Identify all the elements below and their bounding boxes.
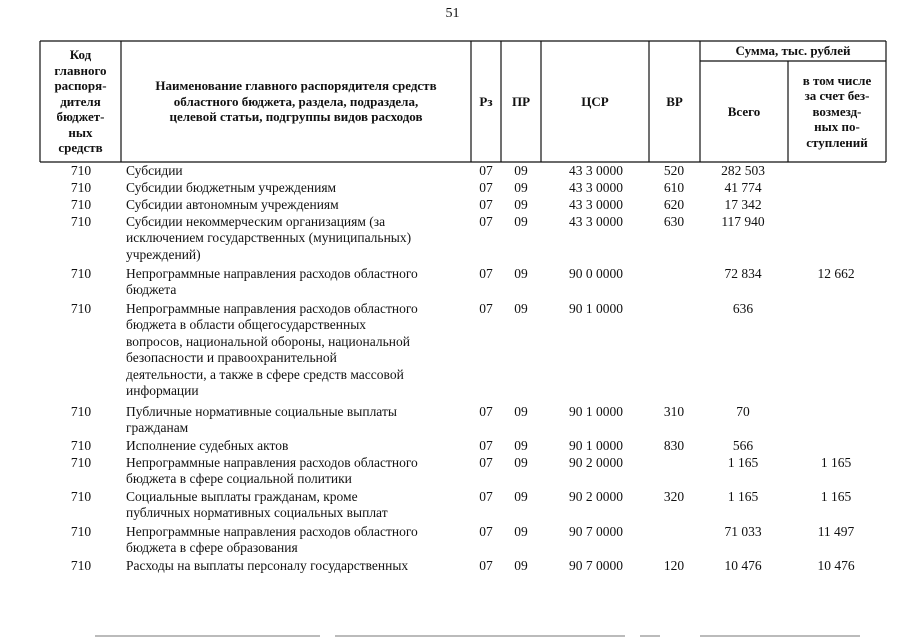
row-pr: 09 xyxy=(514,180,528,195)
row-free-receipts: 1 165 xyxy=(820,455,852,470)
row-total: 1 165 xyxy=(727,489,759,504)
row-rz: 07 xyxy=(479,438,493,453)
row-vr: 610 xyxy=(663,180,685,195)
row-vr: 620 xyxy=(663,197,685,212)
row-free-receipts: 12 662 xyxy=(817,266,855,281)
row-code: 710 xyxy=(70,214,92,229)
row-pr: 09 xyxy=(514,558,528,573)
row-csr: 43 3 0000 xyxy=(569,180,623,195)
row-name: Социальные выплаты гражданам, кроме публичных нормативных социальных выплат xyxy=(126,489,388,521)
row-pr: 09 xyxy=(514,489,528,504)
row-name: Непрограммные направления расходов областного бюджета в сфере образования xyxy=(126,524,418,556)
row-vr: 830 xyxy=(663,438,685,453)
row-pr: 09 xyxy=(514,197,528,212)
header-name: Наименование главного распорядителя средств областного бюджета, раздела, подраздела, целевой статьи, подгруппы видов расходов xyxy=(155,78,437,125)
row-total: 71 033 xyxy=(724,524,762,539)
row-csr: 90 0 0000 xyxy=(569,266,623,281)
row-rz: 07 xyxy=(479,524,493,539)
row-csr: 90 7 0000 xyxy=(569,558,623,573)
row-vr: 310 xyxy=(663,404,685,419)
row-csr: 90 1 0000 xyxy=(569,438,623,453)
row-code: 710 xyxy=(70,301,92,316)
row-name: Расходы на выплаты персоналу государственных xyxy=(126,558,409,573)
page-number: 51 xyxy=(445,6,460,21)
row-pr: 09 xyxy=(514,438,528,453)
row-name: Непрограммные направления расходов областного бюджета в сфере социальной политики xyxy=(126,455,418,487)
row-total: 117 940 xyxy=(721,214,765,229)
row-free-receipts: 10 476 xyxy=(817,558,855,573)
row-total: 70 xyxy=(736,404,750,419)
row-rz: 07 xyxy=(479,214,493,229)
row-name: Субсидии бюджетным учреждениям xyxy=(126,180,337,195)
row-total: 72 834 xyxy=(724,266,762,281)
row-code: 710 xyxy=(70,180,92,195)
header-sum-group: Сумма, тыс. рублей xyxy=(735,43,851,59)
row-total: 1 165 xyxy=(727,455,759,470)
row-csr: 43 3 0000 xyxy=(569,197,623,212)
row-code: 710 xyxy=(70,197,92,212)
scan-artifact-lines xyxy=(0,620,905,640)
row-csr: 43 3 0000 xyxy=(569,214,623,229)
row-total: 566 xyxy=(732,438,754,453)
row-pr: 09 xyxy=(514,163,528,178)
row-name: Исполнение судебных актов xyxy=(126,438,289,453)
header-free-receipts: в том числе за счет без- возмезд- ных по- ступлений xyxy=(802,72,872,150)
row-total: 282 503 xyxy=(721,163,765,178)
row-vr: 520 xyxy=(663,163,685,178)
row-pr: 09 xyxy=(514,266,528,281)
row-total: 41 774 xyxy=(724,180,762,195)
row-name: Субсидии автономным учреждениям xyxy=(126,197,339,212)
row-code: 710 xyxy=(70,489,92,504)
header-vr: ВР xyxy=(666,93,683,109)
row-code: 710 xyxy=(70,438,92,453)
row-total: 17 342 xyxy=(724,197,762,212)
row-code: 710 xyxy=(70,455,92,470)
row-free-receipts: 1 165 xyxy=(820,489,852,504)
row-vr: 320 xyxy=(663,489,685,504)
row-csr: 90 2 0000 xyxy=(569,455,623,470)
row-csr: 90 7 0000 xyxy=(569,524,623,539)
row-rz: 07 xyxy=(479,197,493,212)
row-pr: 09 xyxy=(514,404,528,419)
header-pr: ПР xyxy=(511,93,531,109)
row-name: Субсидии xyxy=(126,163,183,178)
row-pr: 09 xyxy=(514,524,528,539)
header-code: Код главного распоря- дителя бюджет- ных средств xyxy=(54,47,107,156)
row-name: Непрограммные направления расходов областного бюджета в области общегосударственных вопросов, национальной обороны, национальной безопасности и правоохранительной деятельности, а также в сфере средств массовой информации xyxy=(126,301,418,399)
row-code: 710 xyxy=(70,266,92,281)
row-name: Непрограммные направления расходов областного бюджета xyxy=(126,266,418,298)
row-rz: 07 xyxy=(479,301,493,316)
row-rz: 07 xyxy=(479,558,493,573)
row-rz: 07 xyxy=(479,489,493,504)
row-pr: 09 xyxy=(514,301,528,316)
row-csr: 90 1 0000 xyxy=(569,404,623,419)
row-rz: 07 xyxy=(479,404,493,419)
header-total: Всего xyxy=(727,103,761,119)
row-rz: 07 xyxy=(479,266,493,281)
row-code: 710 xyxy=(70,163,92,178)
row-rz: 07 xyxy=(479,163,493,178)
row-csr: 90 1 0000 xyxy=(569,301,623,316)
row-rz: 07 xyxy=(479,180,493,195)
row-name: Субсидии некоммерческим организациям (за исключением государственных (муниципальных) учреждений) xyxy=(126,214,412,262)
row-csr: 90 2 0000 xyxy=(569,489,623,504)
row-rz: 07 xyxy=(479,455,493,470)
row-vr: 630 xyxy=(663,214,685,229)
row-code: 710 xyxy=(70,404,92,419)
row-total: 10 476 xyxy=(724,558,762,573)
row-name: Публичные нормативные социальные выплаты гражданам xyxy=(126,404,397,436)
row-pr: 09 xyxy=(514,214,528,229)
row-csr: 43 3 0000 xyxy=(569,163,623,178)
header-rz: Рз xyxy=(479,93,493,109)
row-free-receipts: 11 497 xyxy=(817,524,855,539)
row-code: 710 xyxy=(70,524,92,539)
row-code: 710 xyxy=(70,558,92,573)
header-csr: ЦСР xyxy=(581,93,609,109)
row-total: 636 xyxy=(732,301,754,316)
row-vr: 120 xyxy=(663,558,685,573)
row-pr: 09 xyxy=(514,455,528,470)
